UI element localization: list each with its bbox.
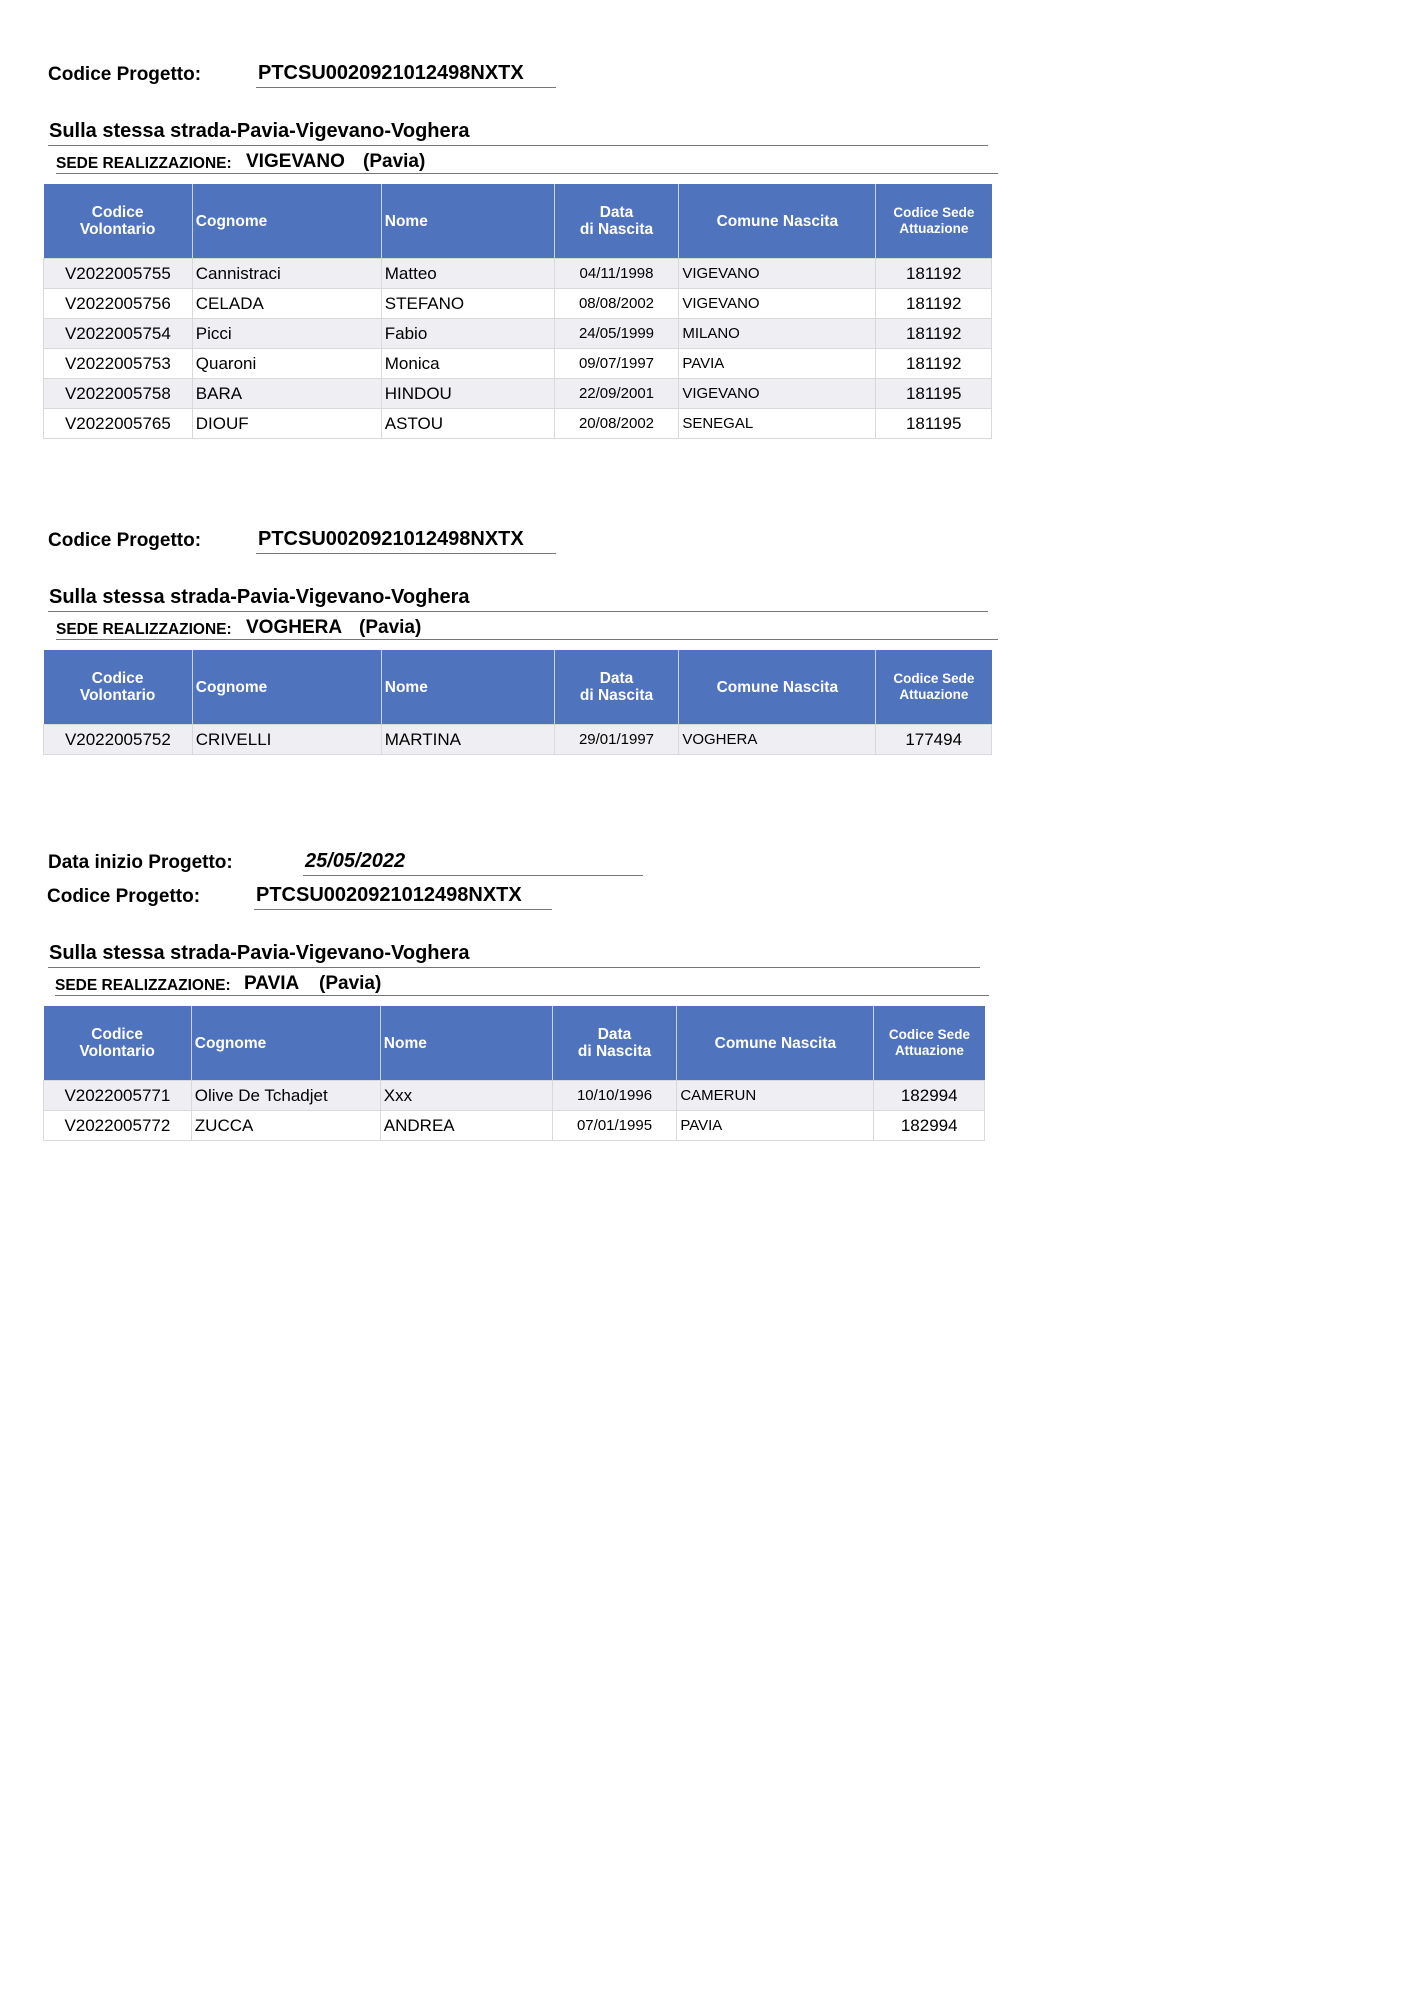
column-header-codice-volontario: Codice Volontario <box>44 184 193 259</box>
progetto-title-row <box>43 940 1003 968</box>
cell-nome: HINDOU <box>381 379 554 409</box>
codice-progetto-row <box>43 62 1003 88</box>
column-header-cognome: Cognome <box>192 650 381 725</box>
column-header-codice-volontario: Codice Volontario <box>44 650 193 725</box>
cell-codice-sede: 181192 <box>876 289 992 319</box>
column-header-nome: Nome <box>381 184 554 259</box>
codice-progetto-row <box>43 528 1003 554</box>
cell-data-nascita: 22/09/2001 <box>554 379 679 409</box>
sede-row <box>43 612 1003 640</box>
cell-nome: STEFANO <box>381 289 554 319</box>
table-header-row <box>44 184 992 259</box>
table-row <box>44 349 992 379</box>
cell-data-nascita: 07/01/1995 <box>552 1111 677 1141</box>
sede-label: SEDE REALIZZAZIONE: <box>56 621 232 638</box>
table-row <box>44 725 992 755</box>
table-row <box>44 289 992 319</box>
table-row <box>44 379 992 409</box>
table-row <box>44 319 992 349</box>
cell-comune-nascita: VOGHERA <box>679 725 876 755</box>
progetto-title-row <box>43 118 1003 146</box>
cell-comune-nascita: PAVIA <box>679 349 876 379</box>
cell-codice-sede: 181192 <box>876 349 992 379</box>
codice-progetto-value: PTCSU0020921012498NXTX <box>258 62 524 84</box>
cell-cognome: CELADA <box>192 289 381 319</box>
cell-data-nascita: 08/08/2002 <box>554 289 679 319</box>
cell-nome: ASTOU <box>381 409 554 439</box>
progetto-title: Sulla stessa strada-Pavia-Vigevano-Voghera <box>49 586 470 608</box>
column-header-data-nascita: Data di Nascita <box>552 1006 677 1081</box>
cell-nome: Xxx <box>380 1081 552 1111</box>
column-header-cognome: Cognome <box>192 184 381 259</box>
cell-codice-volontario: V2022005755 <box>44 259 193 289</box>
cell-nome: Matteo <box>381 259 554 289</box>
cell-comune-nascita: SENEGAL <box>679 409 876 439</box>
cell-codice-volontario: V2022005765 <box>44 409 193 439</box>
progetto-title: Sulla stessa strada-Pavia-Vigevano-Voghera <box>49 942 470 964</box>
section-pavia <box>43 850 1003 1141</box>
column-header-nome: Nome <box>380 1006 552 1081</box>
cell-comune-nascita: CAMERUN <box>677 1081 874 1111</box>
column-header-codice-sede: Codice Sede Attuazione <box>876 184 992 259</box>
table-row <box>44 409 992 439</box>
cell-comune-nascita: VIGEVANO <box>679 379 876 409</box>
cell-codice-sede: 182994 <box>874 1111 985 1141</box>
sede-city: PAVIA <box>244 973 300 994</box>
cell-codice-sede: 181195 <box>876 379 992 409</box>
volunteer-table <box>43 650 992 755</box>
cell-codice-sede: 177494 <box>876 725 992 755</box>
cell-cognome: Olive De Tchadjet <box>191 1081 380 1111</box>
column-header-data-nascita: Data di Nascita <box>554 650 679 725</box>
cell-codice-sede: 181192 <box>876 319 992 349</box>
cell-nome: Monica <box>381 349 554 379</box>
cell-comune-nascita: VIGEVANO <box>679 289 876 319</box>
cell-cognome: CRIVELLI <box>192 725 381 755</box>
column-header-codice-sede: Codice Sede Attuazione <box>874 1006 985 1081</box>
cell-codice-volontario: V2022005753 <box>44 349 193 379</box>
data-inizio-row <box>43 850 1003 876</box>
sede-label: SEDE REALIZZAZIONE: <box>56 155 232 172</box>
table-row <box>44 1111 985 1141</box>
table-row <box>44 1081 985 1111</box>
column-header-nome: Nome <box>381 650 554 725</box>
cell-data-nascita: 09/07/1997 <box>554 349 679 379</box>
sede-province: (Pavia) <box>363 151 426 172</box>
cell-cognome: BARA <box>192 379 381 409</box>
cell-nome: ANDREA <box>380 1111 552 1141</box>
underline <box>55 995 989 996</box>
volunteer-table <box>43 184 992 439</box>
cell-codice-sede: 182994 <box>874 1081 985 1111</box>
cell-cognome: DIOUF <box>192 409 381 439</box>
codice-progetto-label: Codice Progetto: <box>47 886 201 907</box>
cell-codice-volontario: V2022005771 <box>44 1081 192 1111</box>
cell-comune-nascita: MILANO <box>679 319 876 349</box>
underline <box>256 87 556 88</box>
cell-data-nascita: 24/05/1999 <box>554 319 679 349</box>
cell-comune-nascita: VIGEVANO <box>679 259 876 289</box>
cell-nome: MARTINA <box>381 725 554 755</box>
column-header-data-nascita: Data di Nascita <box>554 184 679 259</box>
codice-progetto-label: Codice Progetto: <box>48 530 202 551</box>
column-header-comune-nascita: Comune Nascita <box>679 650 876 725</box>
underline <box>56 639 998 640</box>
cell-codice-volontario: V2022005752 <box>44 725 193 755</box>
sede-province: (Pavia) <box>359 617 422 638</box>
section-vigevano <box>43 62 1003 439</box>
cell-cognome: Cannistraci <box>192 259 381 289</box>
cell-codice-volontario: V2022005756 <box>44 289 193 319</box>
volunteer-table <box>43 1006 985 1141</box>
column-header-comune-nascita: Comune Nascita <box>679 184 876 259</box>
cell-data-nascita: 20/08/2002 <box>554 409 679 439</box>
cell-codice-volontario: V2022005758 <box>44 379 193 409</box>
underline <box>56 173 998 174</box>
cell-data-nascita: 29/01/1997 <box>554 725 679 755</box>
codice-progetto-row <box>43 884 1003 910</box>
table-header-row <box>44 1006 985 1081</box>
cell-codice-sede: 181195 <box>876 409 992 439</box>
cell-data-nascita: 04/11/1998 <box>554 259 679 289</box>
cell-cognome: ZUCCA <box>191 1111 380 1141</box>
sede-label: SEDE REALIZZAZIONE: <box>55 977 231 994</box>
section-voghera <box>43 528 1003 755</box>
underline <box>303 875 643 876</box>
cell-codice-volontario: V2022005754 <box>44 319 193 349</box>
cell-data-nascita: 10/10/1996 <box>552 1081 677 1111</box>
column-header-codice-volontario: Codice Volontario <box>44 1006 192 1081</box>
codice-progetto-value: PTCSU0020921012498NXTX <box>256 884 522 906</box>
data-inizio-label: Data inizio Progetto: <box>48 852 233 873</box>
column-header-comune-nascita: Comune Nascita <box>677 1006 874 1081</box>
sede-row <box>43 146 1003 174</box>
cell-nome: Fabio <box>381 319 554 349</box>
cell-codice-sede: 181192 <box>876 259 992 289</box>
sede-city: VOGHERA <box>246 617 343 638</box>
underline <box>254 909 552 910</box>
table-row <box>44 259 992 289</box>
sede-city: VIGEVANO <box>246 151 345 172</box>
codice-progetto-label: Codice Progetto: <box>48 64 202 85</box>
progetto-title-row <box>43 584 1003 612</box>
underline <box>256 553 556 554</box>
column-header-codice-sede: Codice Sede Attuazione <box>876 650 992 725</box>
sede-row <box>43 968 1003 996</box>
cell-comune-nascita: PAVIA <box>677 1111 874 1141</box>
column-header-cognome: Cognome <box>191 1006 380 1081</box>
codice-progetto-value: PTCSU0020921012498NXTX <box>258 528 524 550</box>
cell-cognome: Quaroni <box>192 349 381 379</box>
table-header-row <box>44 650 992 725</box>
progetto-title: Sulla stessa strada-Pavia-Vigevano-Voghera <box>49 120 470 142</box>
data-inizio-value: 25/05/2022 <box>305 850 406 872</box>
sede-province: (Pavia) <box>319 973 382 994</box>
cell-codice-volontario: V2022005772 <box>44 1111 192 1141</box>
cell-cognome: Picci <box>192 319 381 349</box>
